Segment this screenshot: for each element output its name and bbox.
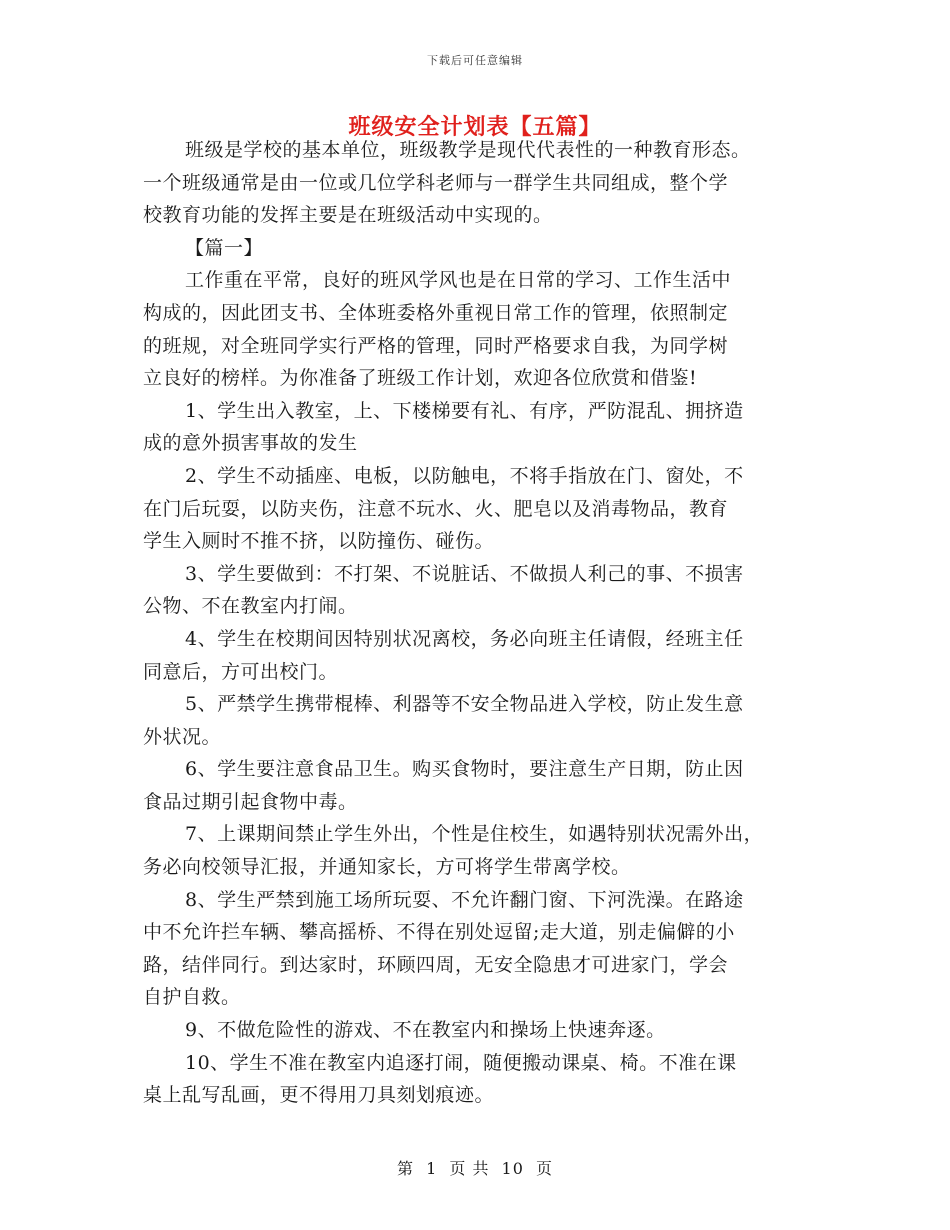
- item-2-line: 学生入厕时不推不挤，以防撞伤、碰伤。: [143, 530, 495, 553]
- item-5-line: 5、严禁学生携带棍棒、利器等不安全物品进入学校，防止发生意: [185, 693, 744, 716]
- page-header-note: 下载后可任意编辑: [427, 54, 523, 67]
- item-4-line: 同意后，方可出校门。: [143, 660, 339, 683]
- section-heading: 【篇一】: [185, 236, 264, 259]
- item-2-line: 2、学生不动插座、电板，以防触电，不将手指放在门、窗处，不: [185, 464, 744, 487]
- document-title: 班级安全计划表【五篇】: [348, 114, 602, 140]
- footer-middle: 页 共: [449, 1159, 490, 1178]
- item-6-line: 6、学生要注意食品卫生。购买食物时，要注意生产日期，防止因: [185, 758, 744, 781]
- item-1-line: 1、学生出入教室，上、下楼梯要有礼、有序，严防混乱、拥挤造: [185, 399, 744, 422]
- item-8-line: 中不允许拦车辆、攀高摇桥、不得在别处逗留;走大道，别走偏僻的小: [143, 921, 735, 944]
- item-3-line: 公物、不在教室内打闹。: [143, 595, 358, 618]
- item-5-line: 外状况。: [143, 725, 222, 748]
- item-1-line: 成的意外损害事故的发生: [143, 432, 358, 455]
- item-4-line: 4、学生在校期间因特别状况离校，务必向班主任请假，经班主任: [185, 627, 744, 650]
- item-7-line: 务必向校领导汇报，并通知家长，方可将学生带离学校。: [143, 856, 631, 879]
- intro-line: 校教育功能的发挥主要是在班级活动中实现的。: [143, 204, 553, 227]
- footer-total-pages: 10: [501, 1159, 524, 1178]
- item-9-line: 9、不做危险性的游戏、不在教室内和操场上快速奔逐。: [185, 1019, 666, 1042]
- item-8-line: 路，结伴同行。到达家时，环顾四周，无安全隐患才可进家门，学会: [143, 953, 729, 976]
- item-8-line: 自护自救。: [143, 986, 241, 1009]
- item-8-line: 8、学生严禁到施工场所玩耍、不允许翻门窗、下河洗澡。在路途: [185, 888, 744, 911]
- document-body: [143, 134, 823, 1112]
- footer-suffix: 页: [536, 1159, 554, 1178]
- item-2-line: 在门后玩耍，以防夹伤，注意不玩水、火、肥皂以及消毒物品，教育: [143, 497, 729, 520]
- section-intro-line: 工作重在平常，良好的班风学风也是在日常的学习、工作生活中: [185, 269, 732, 292]
- item-10-line: 10、学生不准在教室内追逐打闹，随便搬动课桌、椅。不准在课: [185, 1051, 737, 1074]
- section-intro-line: 构成的，因此团支书、全体班委格外重视日常工作的管理，依照制定: [143, 301, 729, 324]
- footer-prefix: 第: [396, 1159, 414, 1178]
- item-6-line: 食品过期引起食物中毒。: [143, 790, 358, 813]
- section-intro-line: 的班规，对全班同学实行严格的管理，同时严格要求自我，为同学树: [143, 334, 729, 357]
- item-7-line: 7、上课期间禁止学生外出，个性是住校生，如遇特别状况需外出，: [185, 823, 764, 846]
- page-footer: [0, 1156, 950, 1179]
- section-intro-line: 立良好的榜样。为你准备了班级工作计划，欢迎各位欣赏和借鉴!: [143, 367, 698, 390]
- item-10-line: 桌上乱写乱画，更不得用刀具刻划痕迹。: [143, 1084, 495, 1107]
- item-3-line: 3、学生要做到：不打架、不说脏话、不做损人利己的事、不损害: [185, 562, 744, 585]
- footer-page-number: 1: [426, 1159, 438, 1178]
- intro-line: 一个班级通常是由一位或几位学科老师与一群学生共同组成，整个学: [143, 171, 729, 194]
- intro-line: 班级是学校的基本单位，班级教学是现代代表性的一种教育形态。: [185, 139, 751, 161]
